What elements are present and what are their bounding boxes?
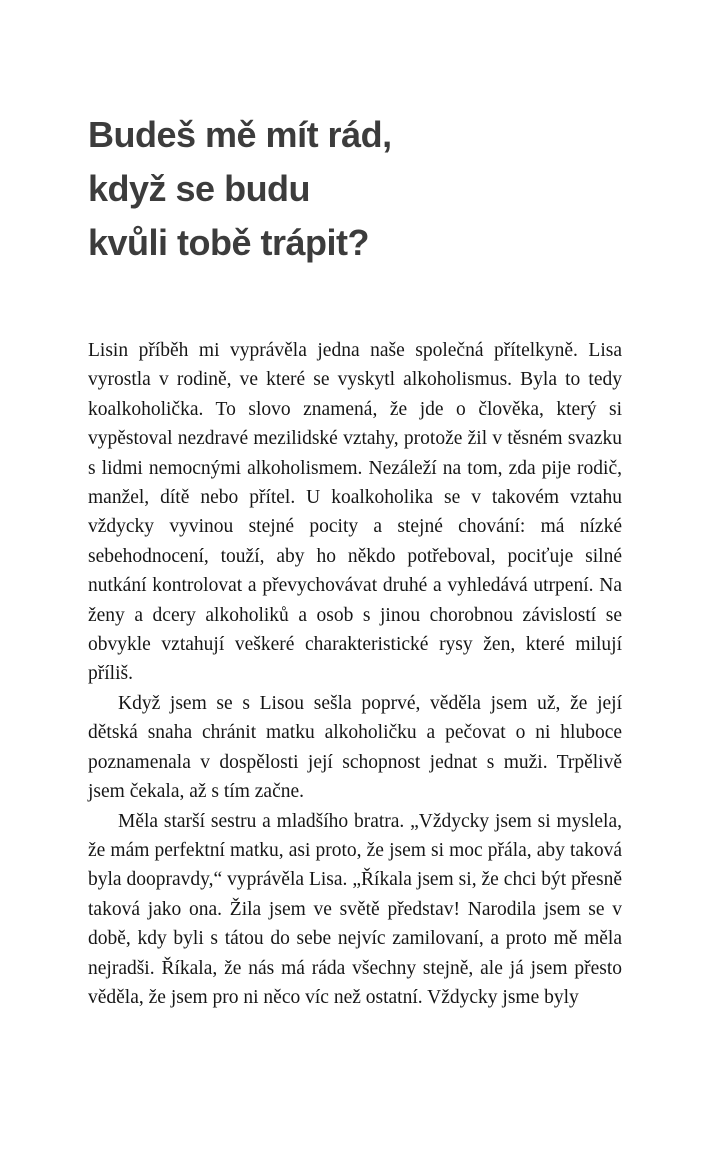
paragraph-3: Měla starší sestru a mladšího bratra. „Vždycky jsem si myslela, že mám perfektní matku, asi proto, že jsem si moc přála, aby taková byla doopravdy,“ vyprávěla Lisa. „Říkala jsem si, že chci být přesně taková jako ona. Žila jsem ve světě představ! Narodila jsem se v době, kdy byli s tátou do sebe nejvíc zamilovaní, a proto mě měla nejradši. Říkala, že nás má ráda všechny stejně, ale já jsem přesto věděla, že jsem pro ni něco víc než ostatní. Vždycky jsme byly [88, 810, 622, 1008]
paragraph-2: Když jsem se s Lisou sešla poprvé, věděla jsem už, že její dětská snaha chránit matku alkoholičku a pečovat o ni hluboce poznamenala v dospělosti její schopnost jednat s muži. Trpělivě jsem čekala, až s tím začne. [88, 692, 622, 803]
paragraph-1: Lisin příběh mi vyprávěla jedna naše společná přítelkyně. Lisa vyrostla v rodině, ve které se vyskytl alkoholismus. Byla to tedy koalkoholička. To slovo znamená, že jde o člověka, který si vypěstoval nezdravé mezilidské vztahy, protože žil v těsném svazku s lidmi nemocnými alkoholismem. Nezáleží na tom, zda pije rodič, manžel, dítě nebo přítel. U koalkoholika se v takovém vztahu vždycky vyvinou stejné pocity a stejné chování: má nízké sebehodnocení, touží, aby ho někdo potřeboval, pociťuje silné nutkání kontrolovat a převychovávat druhé a vyhledává utrpení. Na ženy a dcery alkoholiků a osob s jinou chorobnou závislostí se obvykle vztahují veškeré charakteristické rysy žen, které milují příliš. [88, 340, 622, 685]
title-line-3: kvůli tobě trápit? [88, 222, 370, 263]
body-text [88, 336, 622, 1012]
title-line-1: Budeš mě mít rád, [88, 114, 392, 155]
title-line-2: když se budu [88, 168, 311, 209]
chapter-title [88, 108, 392, 270]
